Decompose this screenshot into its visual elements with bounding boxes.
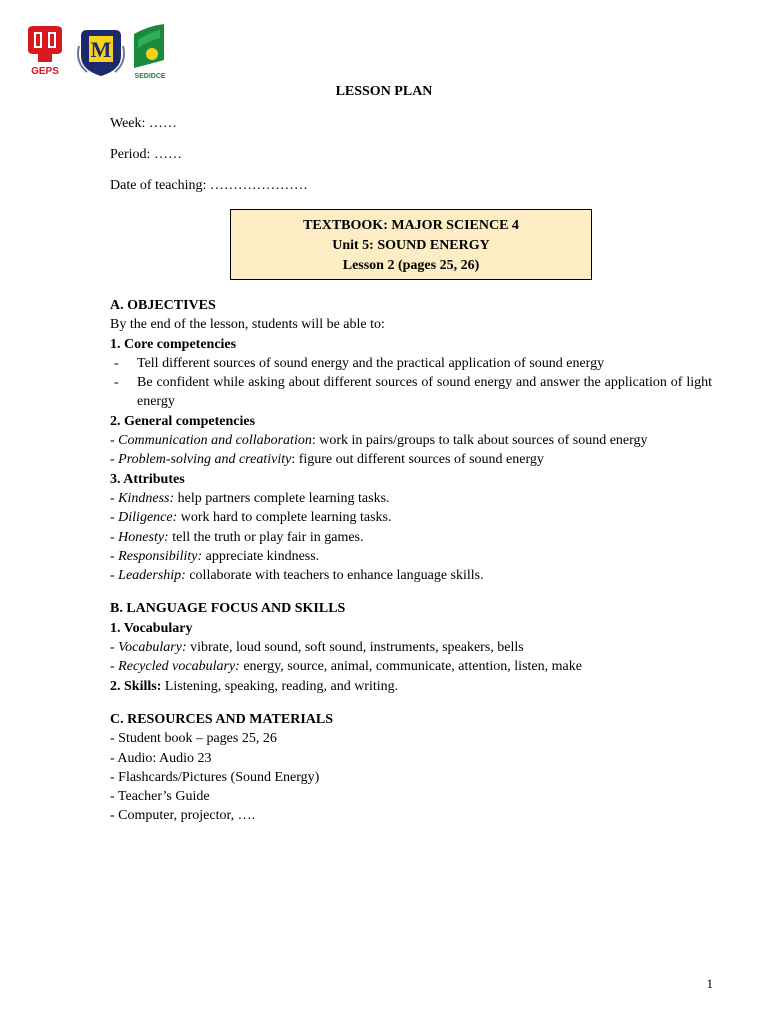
recycled-label: Recycled vocabulary: bbox=[118, 659, 240, 675]
list-item: - Leadership: collaborate with teachers to enhance language skills. bbox=[110, 568, 484, 584]
general-item-1-text: : work in pairs/groups to talk about sources of sound energy bbox=[311, 433, 648, 449]
attribute-text: help partners complete learning tasks. bbox=[174, 490, 390, 506]
attribute-label: Kindness: bbox=[118, 490, 175, 506]
week-line: Week: …… bbox=[110, 116, 177, 131]
list-item: - Computer, projector, …. bbox=[110, 808, 256, 824]
date-line: Date of teaching: ………………… bbox=[110, 178, 308, 193]
core-item-1: Tell different sources of sound energy and the practical application of sound energy bbox=[137, 355, 605, 371]
recycled-text: energy, source, animal, communicate, attention, listen, make bbox=[239, 659, 582, 675]
page-title: LESSON PLAN bbox=[335, 84, 433, 99]
attribute-text: work hard to complete learning tasks. bbox=[177, 510, 392, 526]
vocab-label: Vocabulary: bbox=[118, 640, 187, 656]
textbook-title: TEXTBOOK: MAJOR SCIENCE 4 bbox=[303, 218, 519, 233]
geps-logo-text: GEPS bbox=[31, 66, 59, 77]
geps-logo bbox=[24, 24, 66, 78]
list-item: - Tell different sources of sound energy and the practical application of sound energy bbox=[110, 354, 712, 373]
general-item-1-label: Communication and collaboration bbox=[118, 433, 312, 449]
attribute-text: collaborate with teachers to enhance language skills. bbox=[185, 568, 484, 584]
textbook-lesson: Lesson 2 (pages 25, 26) bbox=[342, 258, 480, 273]
list-item: - Be confident while asking about different sources of sound energy and answer the application of light energy bbox=[110, 373, 712, 412]
core-competencies-heading: 1. Core competencies bbox=[110, 336, 237, 352]
attribute-label: Honesty: bbox=[118, 529, 169, 545]
core-item-2: Be confident while asking about different sources of sound energy and answer the application of light energy bbox=[137, 375, 712, 410]
attributes-heading: 3. Attributes bbox=[110, 471, 185, 487]
vocab-text: vibrate, loud sound, soft sound, instruments, speakers, bells bbox=[186, 640, 524, 656]
sedidce-logo-text: SEDIDCE bbox=[134, 73, 166, 80]
textbook-box bbox=[230, 209, 592, 280]
list-item: - Diligence: work hard to complete learning tasks. bbox=[110, 510, 392, 526]
general-competencies-heading: 2. General competencies bbox=[110, 413, 256, 429]
skills-text: Listening, speaking, reading, and writing. bbox=[161, 678, 399, 694]
period-line: Period: …… bbox=[110, 147, 182, 162]
list-item: - Responsibility: appreciate kindness. bbox=[110, 548, 320, 564]
attribute-label: Leadership: bbox=[118, 568, 186, 584]
page-number: 1 bbox=[706, 976, 713, 991]
objectives-heading: A. OBJECTIVES bbox=[110, 298, 216, 313]
attribute-text: tell the truth or play fair in games. bbox=[168, 529, 364, 545]
general-item-2-text: : figure out different sources of sound energy bbox=[291, 452, 544, 468]
language-heading: B. LANGUAGE FOCUS AND SKILLS bbox=[110, 601, 346, 617]
attribute-label: Responsibility: bbox=[118, 548, 203, 564]
skills-label: 2. Skills: bbox=[110, 678, 162, 694]
attribute-label: Diligence: bbox=[118, 510, 178, 526]
list-item: - Recycled vocabulary: energy, source, animal, communicate, attention, listen, make bbox=[110, 659, 582, 675]
objectives-intro: By the end of the lesson, students will be able to: bbox=[110, 317, 385, 333]
general-item-2-label: Problem-solving and creativity bbox=[118, 452, 292, 468]
textbook-unit: Unit 5: SOUND ENERGY bbox=[332, 238, 490, 253]
vocabulary-heading: 1. Vocabulary bbox=[110, 620, 193, 636]
list-item: - Teacher’s Guide bbox=[110, 789, 210, 805]
list-item: - Kindness: help partners complete learning tasks. bbox=[110, 490, 390, 506]
m-logo-letter: M bbox=[90, 37, 112, 62]
resources-heading: C. RESOURCES AND MATERIALS bbox=[110, 711, 334, 727]
lesson-content bbox=[110, 296, 712, 826]
attribute-text: appreciate kindness. bbox=[202, 548, 320, 564]
list-item: - Flashcards/Pictures (Sound Energy) bbox=[110, 769, 320, 785]
list-item: - Audio: Audio 23 bbox=[110, 750, 212, 766]
list-item: - Problem-solving and creativity: figure out different sources of sound energy bbox=[110, 452, 544, 468]
list-item: - Student book – pages 25, 26 bbox=[110, 731, 277, 747]
list-item: - Vocabulary: vibrate, loud sound, soft sound, instruments, speakers, bells bbox=[110, 640, 524, 656]
logo-group bbox=[24, 24, 174, 80]
list-item: - Communication and collaboration: work in pairs/groups to talk about sources of sound energy bbox=[110, 433, 648, 449]
list-item: - Honesty: tell the truth or play fair in games. bbox=[110, 529, 364, 545]
skills-line bbox=[110, 677, 712, 696]
sedidce-logo bbox=[128, 24, 172, 80]
m-school-logo bbox=[77, 26, 125, 78]
